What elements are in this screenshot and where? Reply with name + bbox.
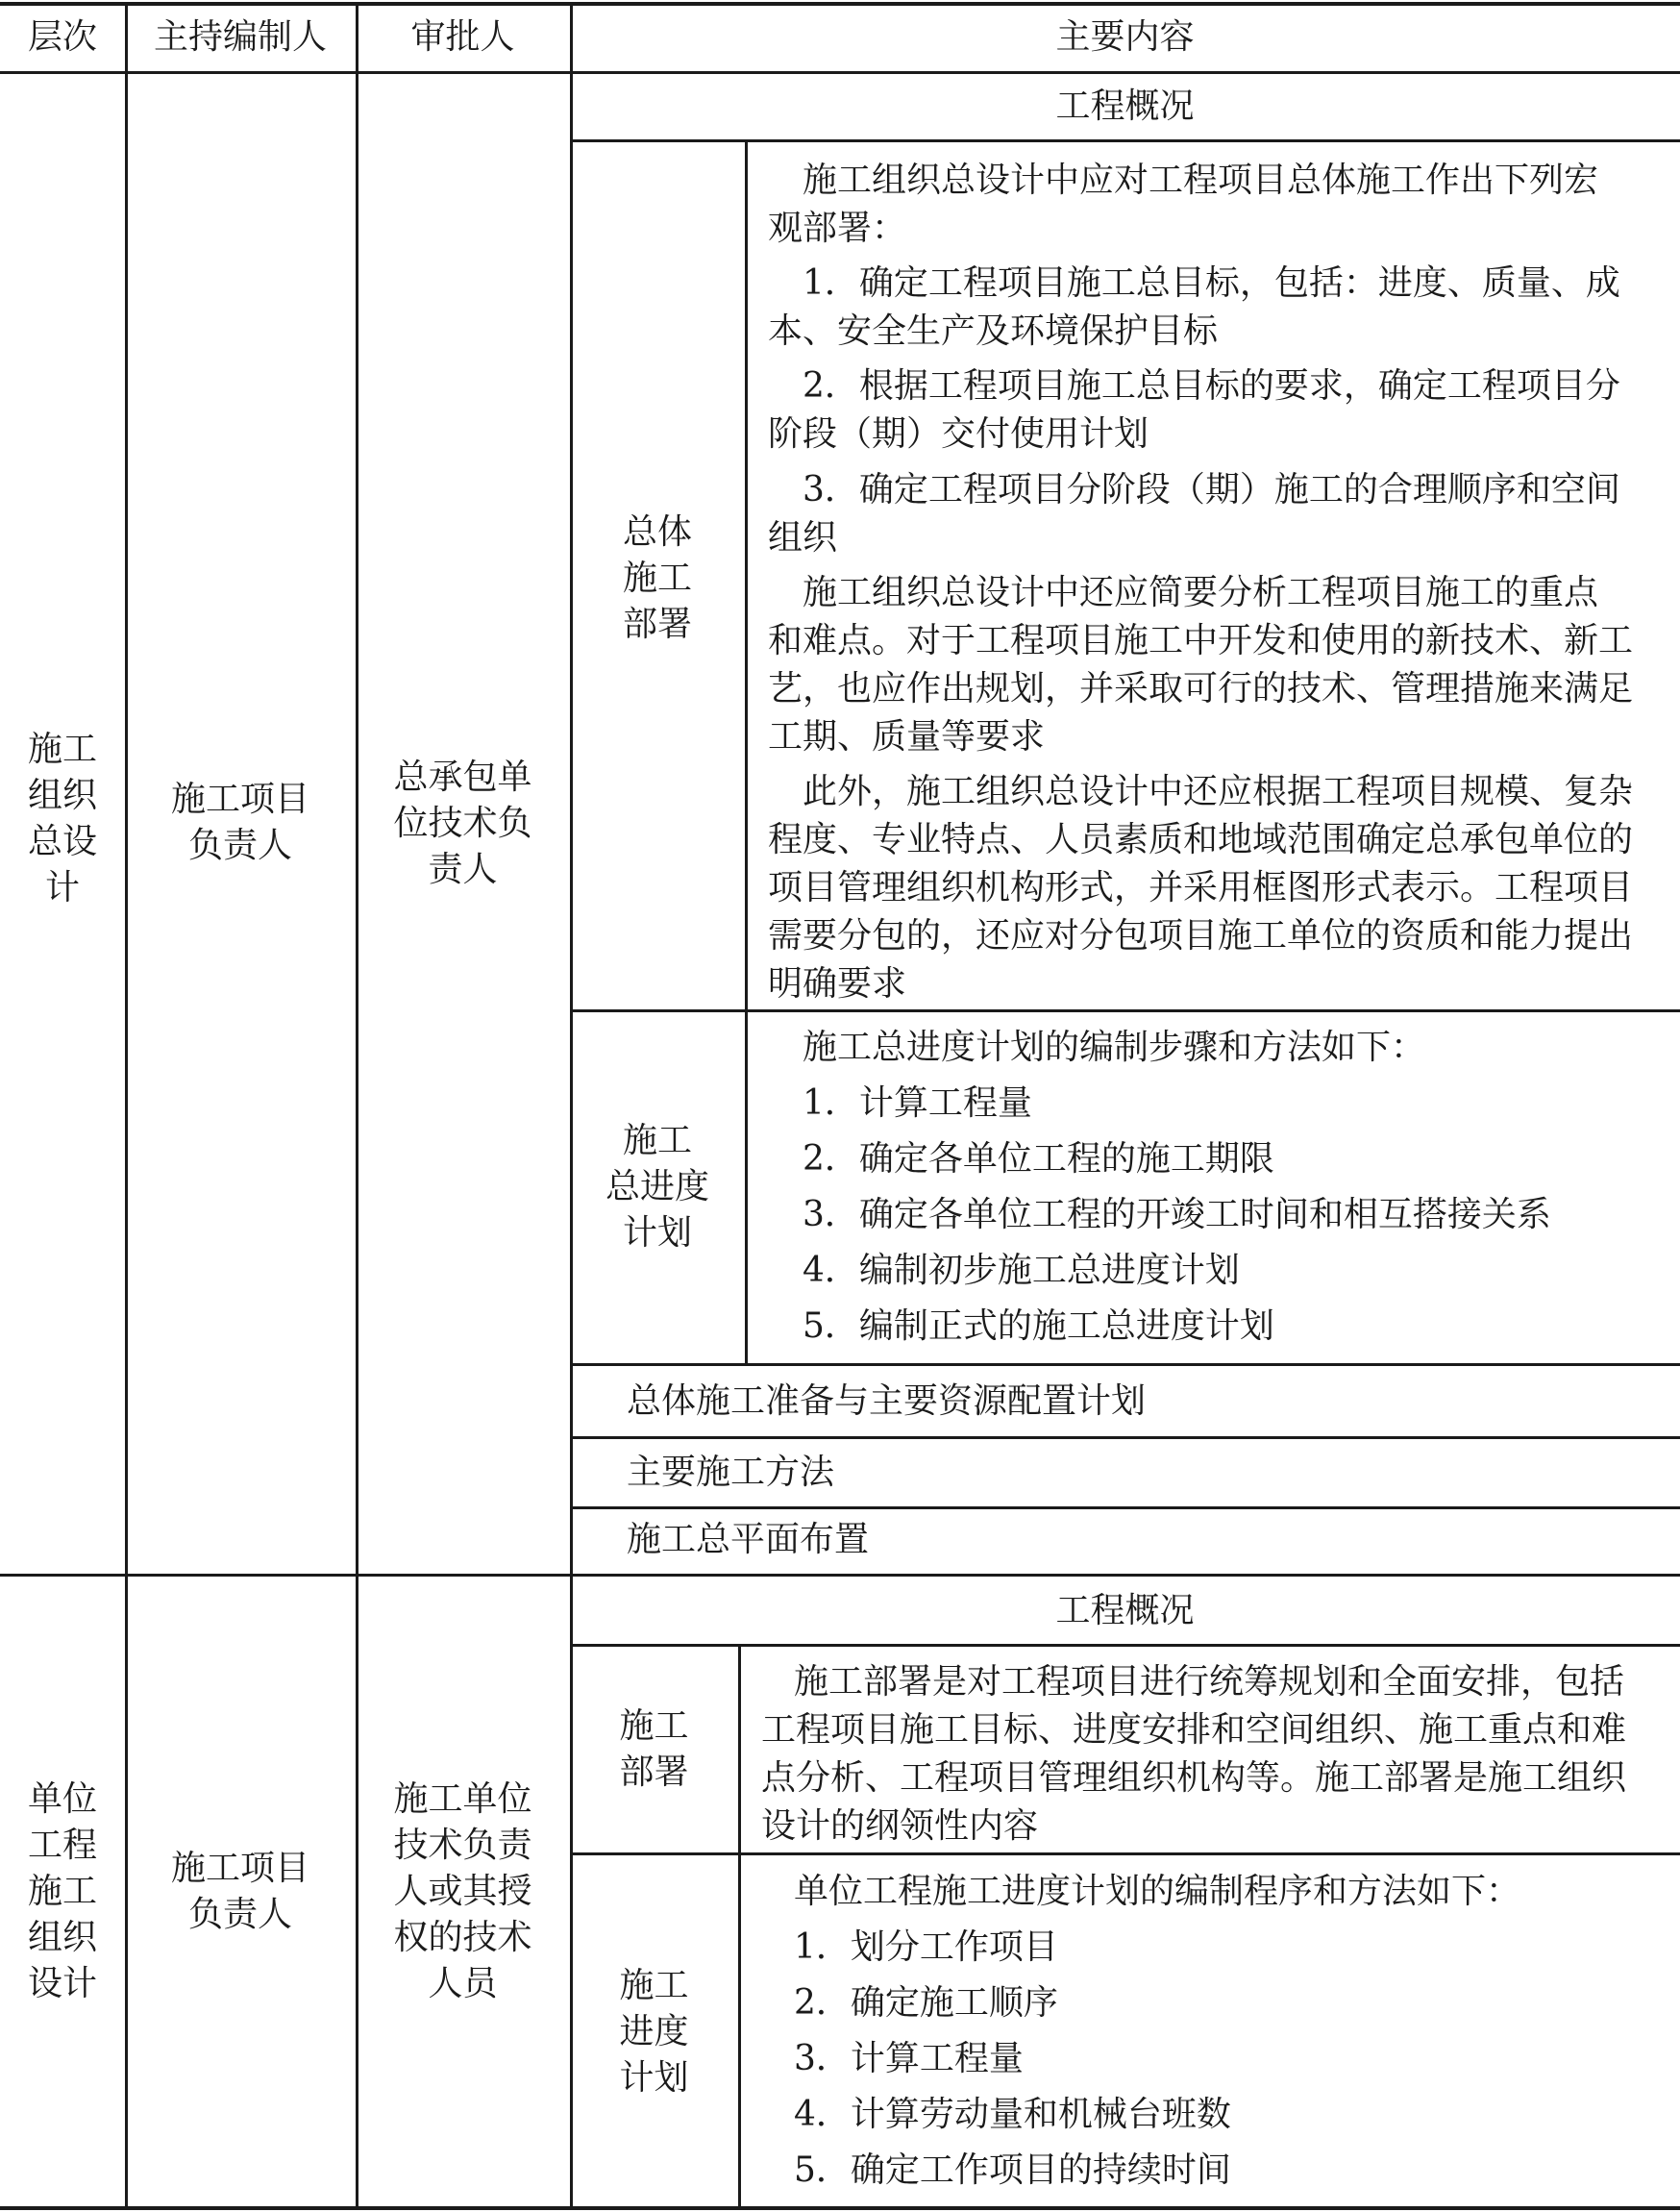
- list-item: 4．计算劳动量和机械台班数: [794, 2095, 1231, 2134]
- list-item: 2．确定各单位工程的施工期限: [803, 1139, 1274, 1179]
- s2-overview: 工程概况: [1055, 1591, 1195, 1630]
- rule-sub-overview: [570, 139, 1680, 142]
- s1-deploy-label: 总体 施工 部署: [622, 512, 692, 644]
- rule-subcol-1: [745, 139, 748, 1363]
- s1-row-method: 主要施工方法: [627, 1453, 835, 1492]
- header-editor: 主持编制人: [153, 17, 327, 57]
- document-table: 层次 主持编制人 审批人 主要内容 施工 组织 总设 计 施工项目 负责人 总承包单 位技术负 责人 工程概况 总体 施工 部署 施工组织总设计中应对工程项目总体施工作出下列宏 观部署： 1．确定工程项目施工总目标，包括：进度、质量、成 本、安全生产及环境保护目标 2．根据工程项目施工总目标的要求，确定工程项目分 阶段（期）交付使用计划 3．确定工程项目分阶段（期）施工的合理顺序和空间 组织 施工组织总设计中还应简要分析工程项目施工的重点 和难点。对于工程项目施工中开发和使用的新技术、新工 艺，也应作出规划，并采取可行的技术、管理措施来满足 工期、质量等要求 此外，施工组织总设计中还应根据工程项目规模、复杂 程度、专业特点、人员素质和地域范围确定总承包单位的 项目管理组织机构形式，并采用框图形式表示。工程项目 需要分包的，还应对分包项目施工单位的资质和能力提出 明确要求 施工 总进度 计划 施工总进度计划的编制步骤和方法如下： 1．计算工程量 2．确定各单位工程的施工期限 3．确定各单位工程的开竣工时间和相互搭接关系 4．编制初步施工总进度计划 5．编制正式的施工总进度计划 总体施工准备与主要资源配置计划 主要施工方法 施工总平面布置 单位 工程 施工 组织 设计 施工项目 负责人 施工单位 技术负责 人或其授 权的技术 人员 工程概况 施工 部署 施工部署是对工程项目进行统筹规划和全面安排，包括 工程项目施工目标、进度安排和空间组织、施工重点和难 点分析、工程项目管理组织机构等。施工部署是施工组织 设计的纲领性内容 施工 进度 计划 单位工程施工进度计划的编制程序和方法如下： 1．划分工作项目 2．确定施工顺序 3．计算工程量 4．计算劳动量和机械台班数 5．确定工作项目的持续时间: [0, 0, 1680, 2212]
- s2-level: 单位 工程 施工 组织 设计: [27, 1779, 97, 2003]
- s1-level: 施工 组织 总设 计: [27, 730, 97, 907]
- list-item: 5．编制正式的施工总进度计划: [803, 1306, 1274, 1346]
- s1-row-layout: 施工总平面布置: [627, 1520, 870, 1559]
- rule-section-divider: [0, 1574, 1680, 1577]
- rule-sub-schedule: [570, 1363, 1680, 1366]
- rule-top: [0, 2, 1680, 6]
- s1-editor: 施工项目 负责人: [170, 780, 309, 865]
- s2-schedule-label: 施工 进度 计划: [619, 1966, 689, 2098]
- s1-row-prep: 总体施工准备与主要资源配置计划: [627, 1381, 1147, 1421]
- list-item: 4．编制初步施工总进度计划: [803, 1251, 1240, 1290]
- list-item: 3．确定各单位工程的开竣工时间和相互搭接关系: [803, 1195, 1551, 1234]
- list-item: 2．确定施工顺序: [794, 1983, 1058, 2023]
- rule-sub2-overview: [570, 1644, 1680, 1647]
- list-item: 5．确定工作项目的持续时间: [794, 2150, 1231, 2190]
- rule-col-approver: [570, 2, 573, 2210]
- s1-approver: 总承包单 位技术负 责人: [393, 758, 532, 889]
- header-approver: 审批人: [410, 17, 515, 57]
- header-content: 主要内容: [1055, 17, 1195, 57]
- s1-schedule-label: 施工 总进度 计划: [605, 1121, 709, 1253]
- list-item: 1．计算工程量: [803, 1083, 1032, 1123]
- rule-sub-deploy: [570, 1009, 1680, 1012]
- list-item: 1．划分工作项目: [794, 1927, 1058, 1967]
- s2-deploy-label: 施工 部署: [619, 1706, 689, 1792]
- rule-header-bottom: [0, 71, 1680, 74]
- s1-overview: 工程概况: [1055, 87, 1195, 126]
- rule-subcol-2: [738, 1644, 741, 2208]
- rule-sub-method: [570, 1506, 1680, 1509]
- header-level: 层次: [27, 17, 97, 57]
- s2-editor: 施工项目 负责人: [170, 1849, 309, 1934]
- rule-sub2-deploy: [570, 1852, 1680, 1855]
- rule-sub-prep: [570, 1436, 1680, 1439]
- list-item: 3．计算工程量: [794, 2039, 1024, 2078]
- s2-approver: 施工单位 技术负责 人或其授 权的技术 人员: [393, 1779, 532, 2003]
- rule-bottom: [0, 2206, 1680, 2210]
